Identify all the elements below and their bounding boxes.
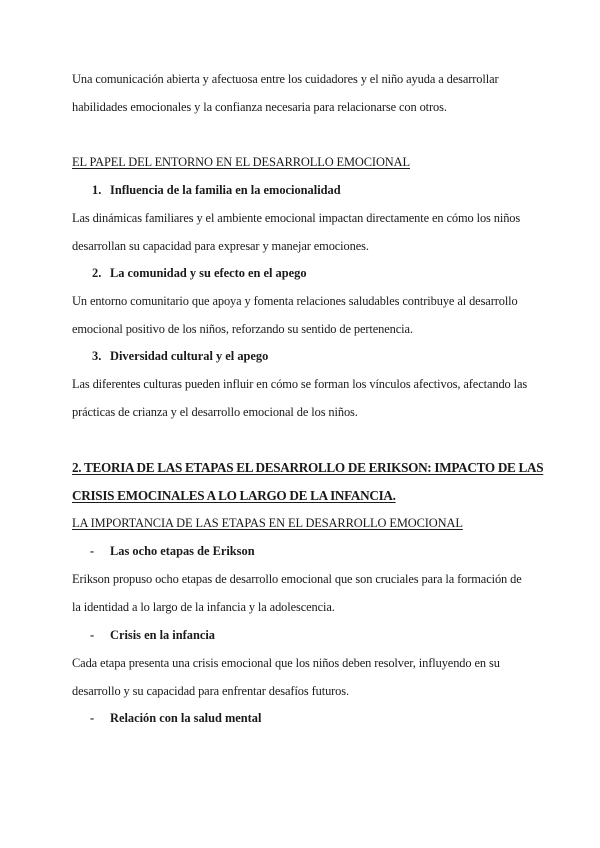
bullet-dash: - [90,711,95,725]
paragraph-line: Las dinámicas familiares y el ambiente emocional impactan directamente en cómo los niños [72,211,521,225]
bullet-dash: - [90,544,95,558]
paragraph-line: la identidad a lo largo de la infancia y la adolescencia. [72,600,335,614]
paragraph-line: prácticas de crianza y el desarrollo emocional de los niños. [72,405,358,419]
subheading-importancia: LA IMPORTANCIA DE LAS ETAPAS EN EL DESARROLLO EMOCIONAL [72,516,463,530]
bullet-title-crisis: Crisis en la infancia [110,628,215,642]
item-title-diversidad: Diversidad cultural y el apego [110,349,269,363]
list-number: 1. [92,183,102,197]
paragraph-line: emocional positivo de los niños, reforzando su sentido de pertenencia. [72,322,413,336]
list-number: 2. [92,266,102,280]
item-title-familia: Influencia de la familia en la emocionalidad [110,183,341,197]
intro-line-1: Una comunicación abierta y afectuosa entre los cuidadores y el niño ayuda a desarrollar [72,72,499,86]
bullet-dash: - [90,628,95,642]
list-number: 3. [92,349,102,363]
paragraph-line: Un entorno comunitario que apoya y fomenta relaciones saludables contribuye al desarrollo [72,294,518,308]
paragraph-line: desarrollan su capacidad para expresar y manejar emociones. [72,239,369,253]
item-title-comunidad: La comunidad y su efecto en el apego [110,266,307,280]
paragraph-line: Las diferentes culturas pueden influir en cómo se forman los vínculos afectivos, afectando las [72,377,528,391]
section-heading-entorno: EL PAPEL DEL ENTORNO EN EL DESARROLLO EMOCIONAL [72,155,410,169]
bullet-title-ocho-etapas: Las ocho etapas de Erikson [110,544,255,558]
bullet-title-salud-mental: Relación con la salud mental [110,711,262,725]
intro-line-2: habilidades emocionales y la confianza necesaria para relacionarse con otros. [72,100,447,114]
paragraph-line: desarrollo y su capacidad para enfrentar desafíos futuros. [72,684,350,698]
paragraph-line: Cada etapa presenta una crisis emocional que los niños deben resolver, influyendo en su [72,656,500,670]
section-heading-erikson-line-1: 2. TEORIA DE LAS ETAPAS EL DESARROLLO DE ERIKSON: IMPACTO DE LAS [72,460,544,475]
section-heading-erikson-line-2: CRISIS EMOCINALES A LO LARGO DE LA INFANCIA. [72,488,396,503]
paragraph-line: Erikson propuso ocho etapas de desarrollo emocional que son cruciales para la formación de [72,572,522,586]
